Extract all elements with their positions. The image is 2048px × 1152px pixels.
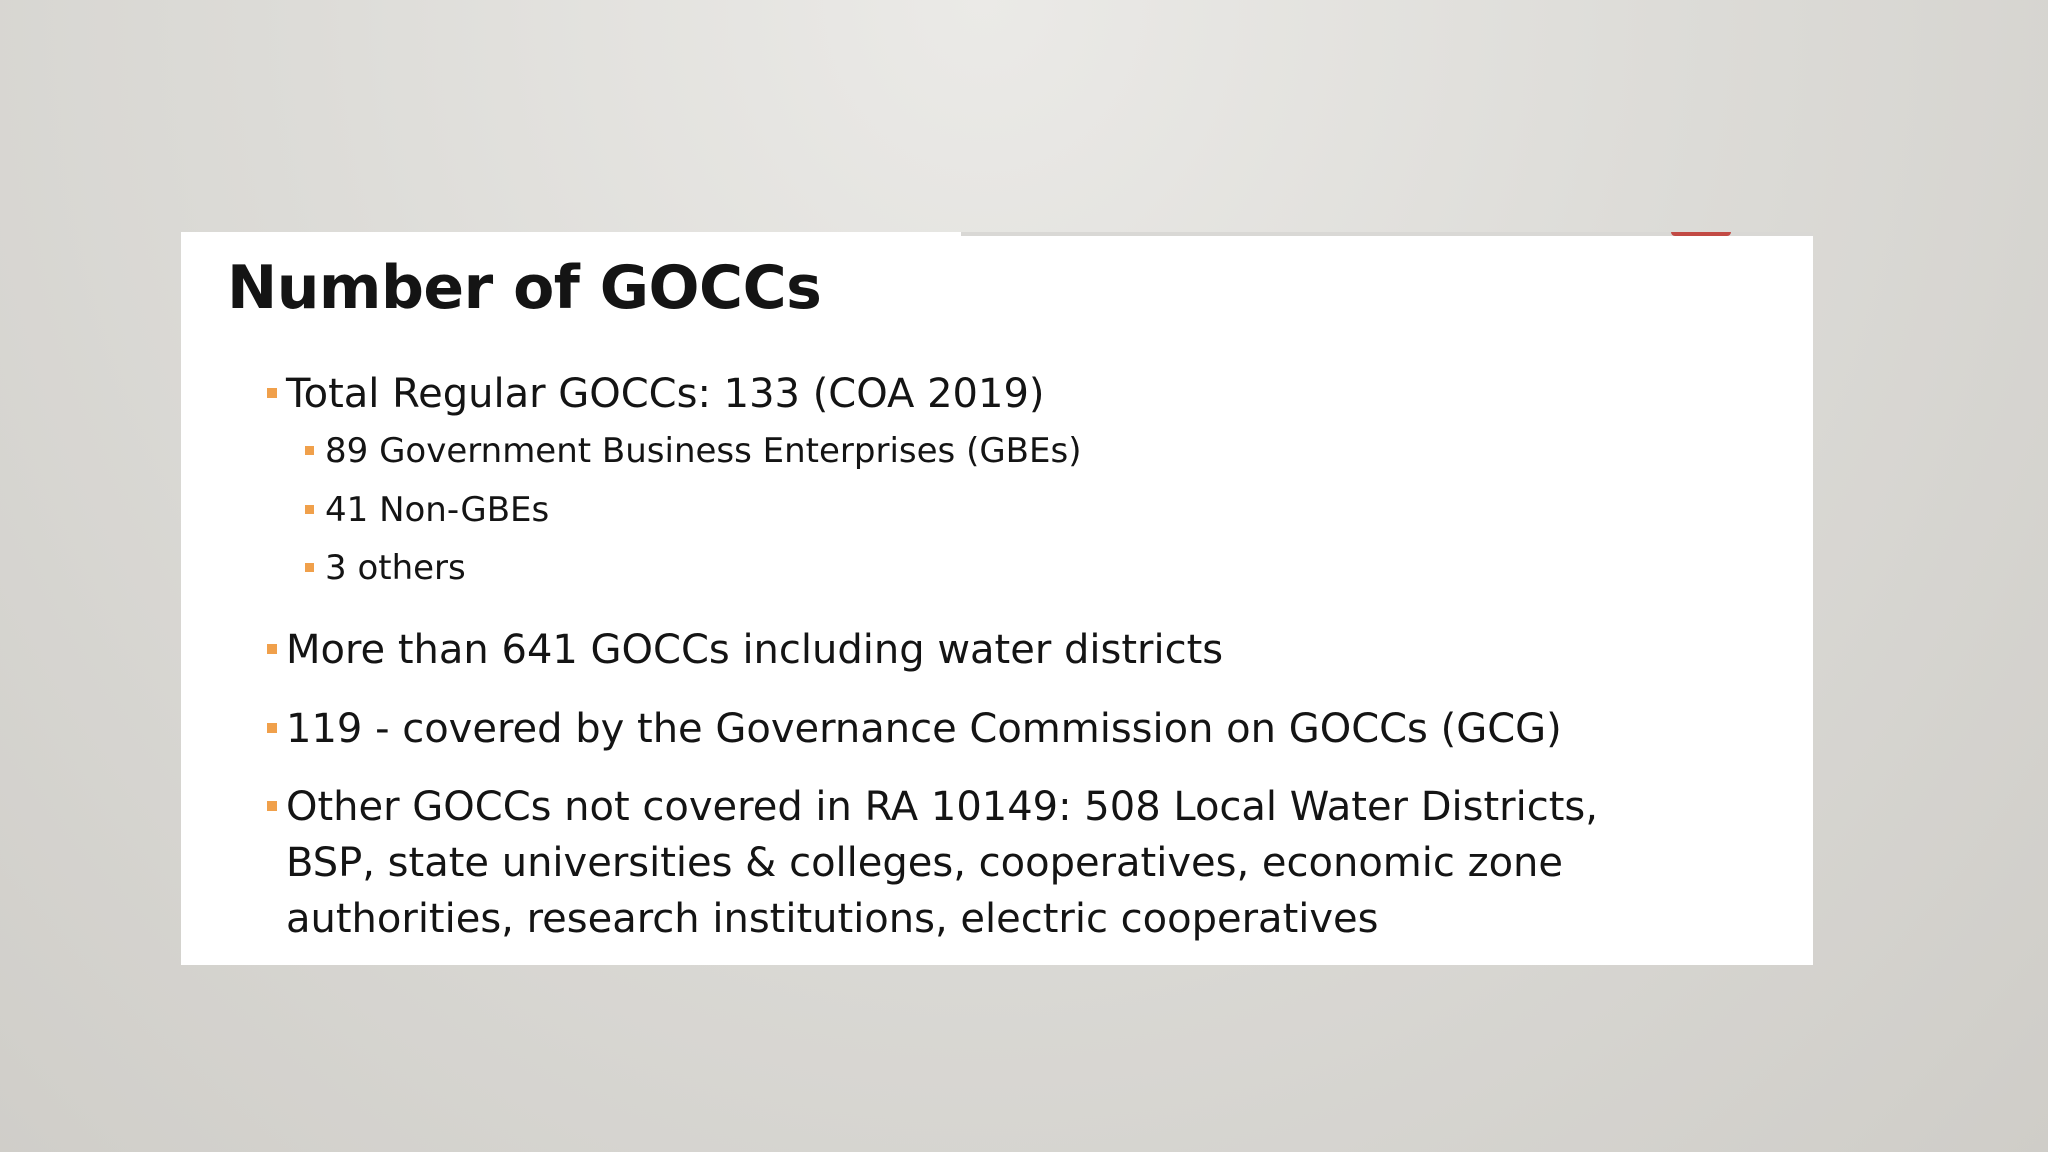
bullet-line-3: authorities, research institutions, electric cooperatives [286,896,1379,942]
square-bullet-icon [305,563,314,572]
bullet-line-2: BSP, state universities & colleges, cooperatives, economic zone [286,840,1564,886]
top-strip [961,232,1813,236]
bullet-line-1: Other GOCCs not covered in RA 10149: 508 Local Water Districts, [286,784,1598,830]
bullet-text: More than 641 GOCCs including water districts [286,627,1224,673]
sub-bullet-text: 41 Non-GBEs [325,490,550,530]
sub-bullet-text: 89 Government Business Enterprises (GBEs) [325,431,1082,471]
square-bullet-icon [267,388,277,398]
square-bullet-icon [305,446,314,455]
sub-bullet-text: 3 others [325,548,466,588]
sub-bullet-others [325,545,1625,591]
bullet-covered-by-gcg [286,701,1716,757]
bullet-total-regular-goccs [286,366,1716,422]
bullet-more-than-641 [286,622,1716,678]
sub-bullet-non-gbes [325,487,1625,533]
slide [181,232,1813,965]
square-bullet-icon [305,505,314,514]
bullet-other-goccs [286,779,1716,947]
sub-bullet-gbes [325,428,1625,474]
bullet-text: 119 - covered by the Governance Commission on GOCCs (GCG) [286,706,1562,752]
red-mark [1671,232,1731,236]
square-bullet-icon [267,723,277,733]
bullet-text: Total Regular GOCCs: 133 (COA 2019) [286,371,1045,417]
square-bullet-icon [267,644,277,654]
slide-title: Number of GOCCs [227,253,822,323]
square-bullet-icon [267,801,277,811]
